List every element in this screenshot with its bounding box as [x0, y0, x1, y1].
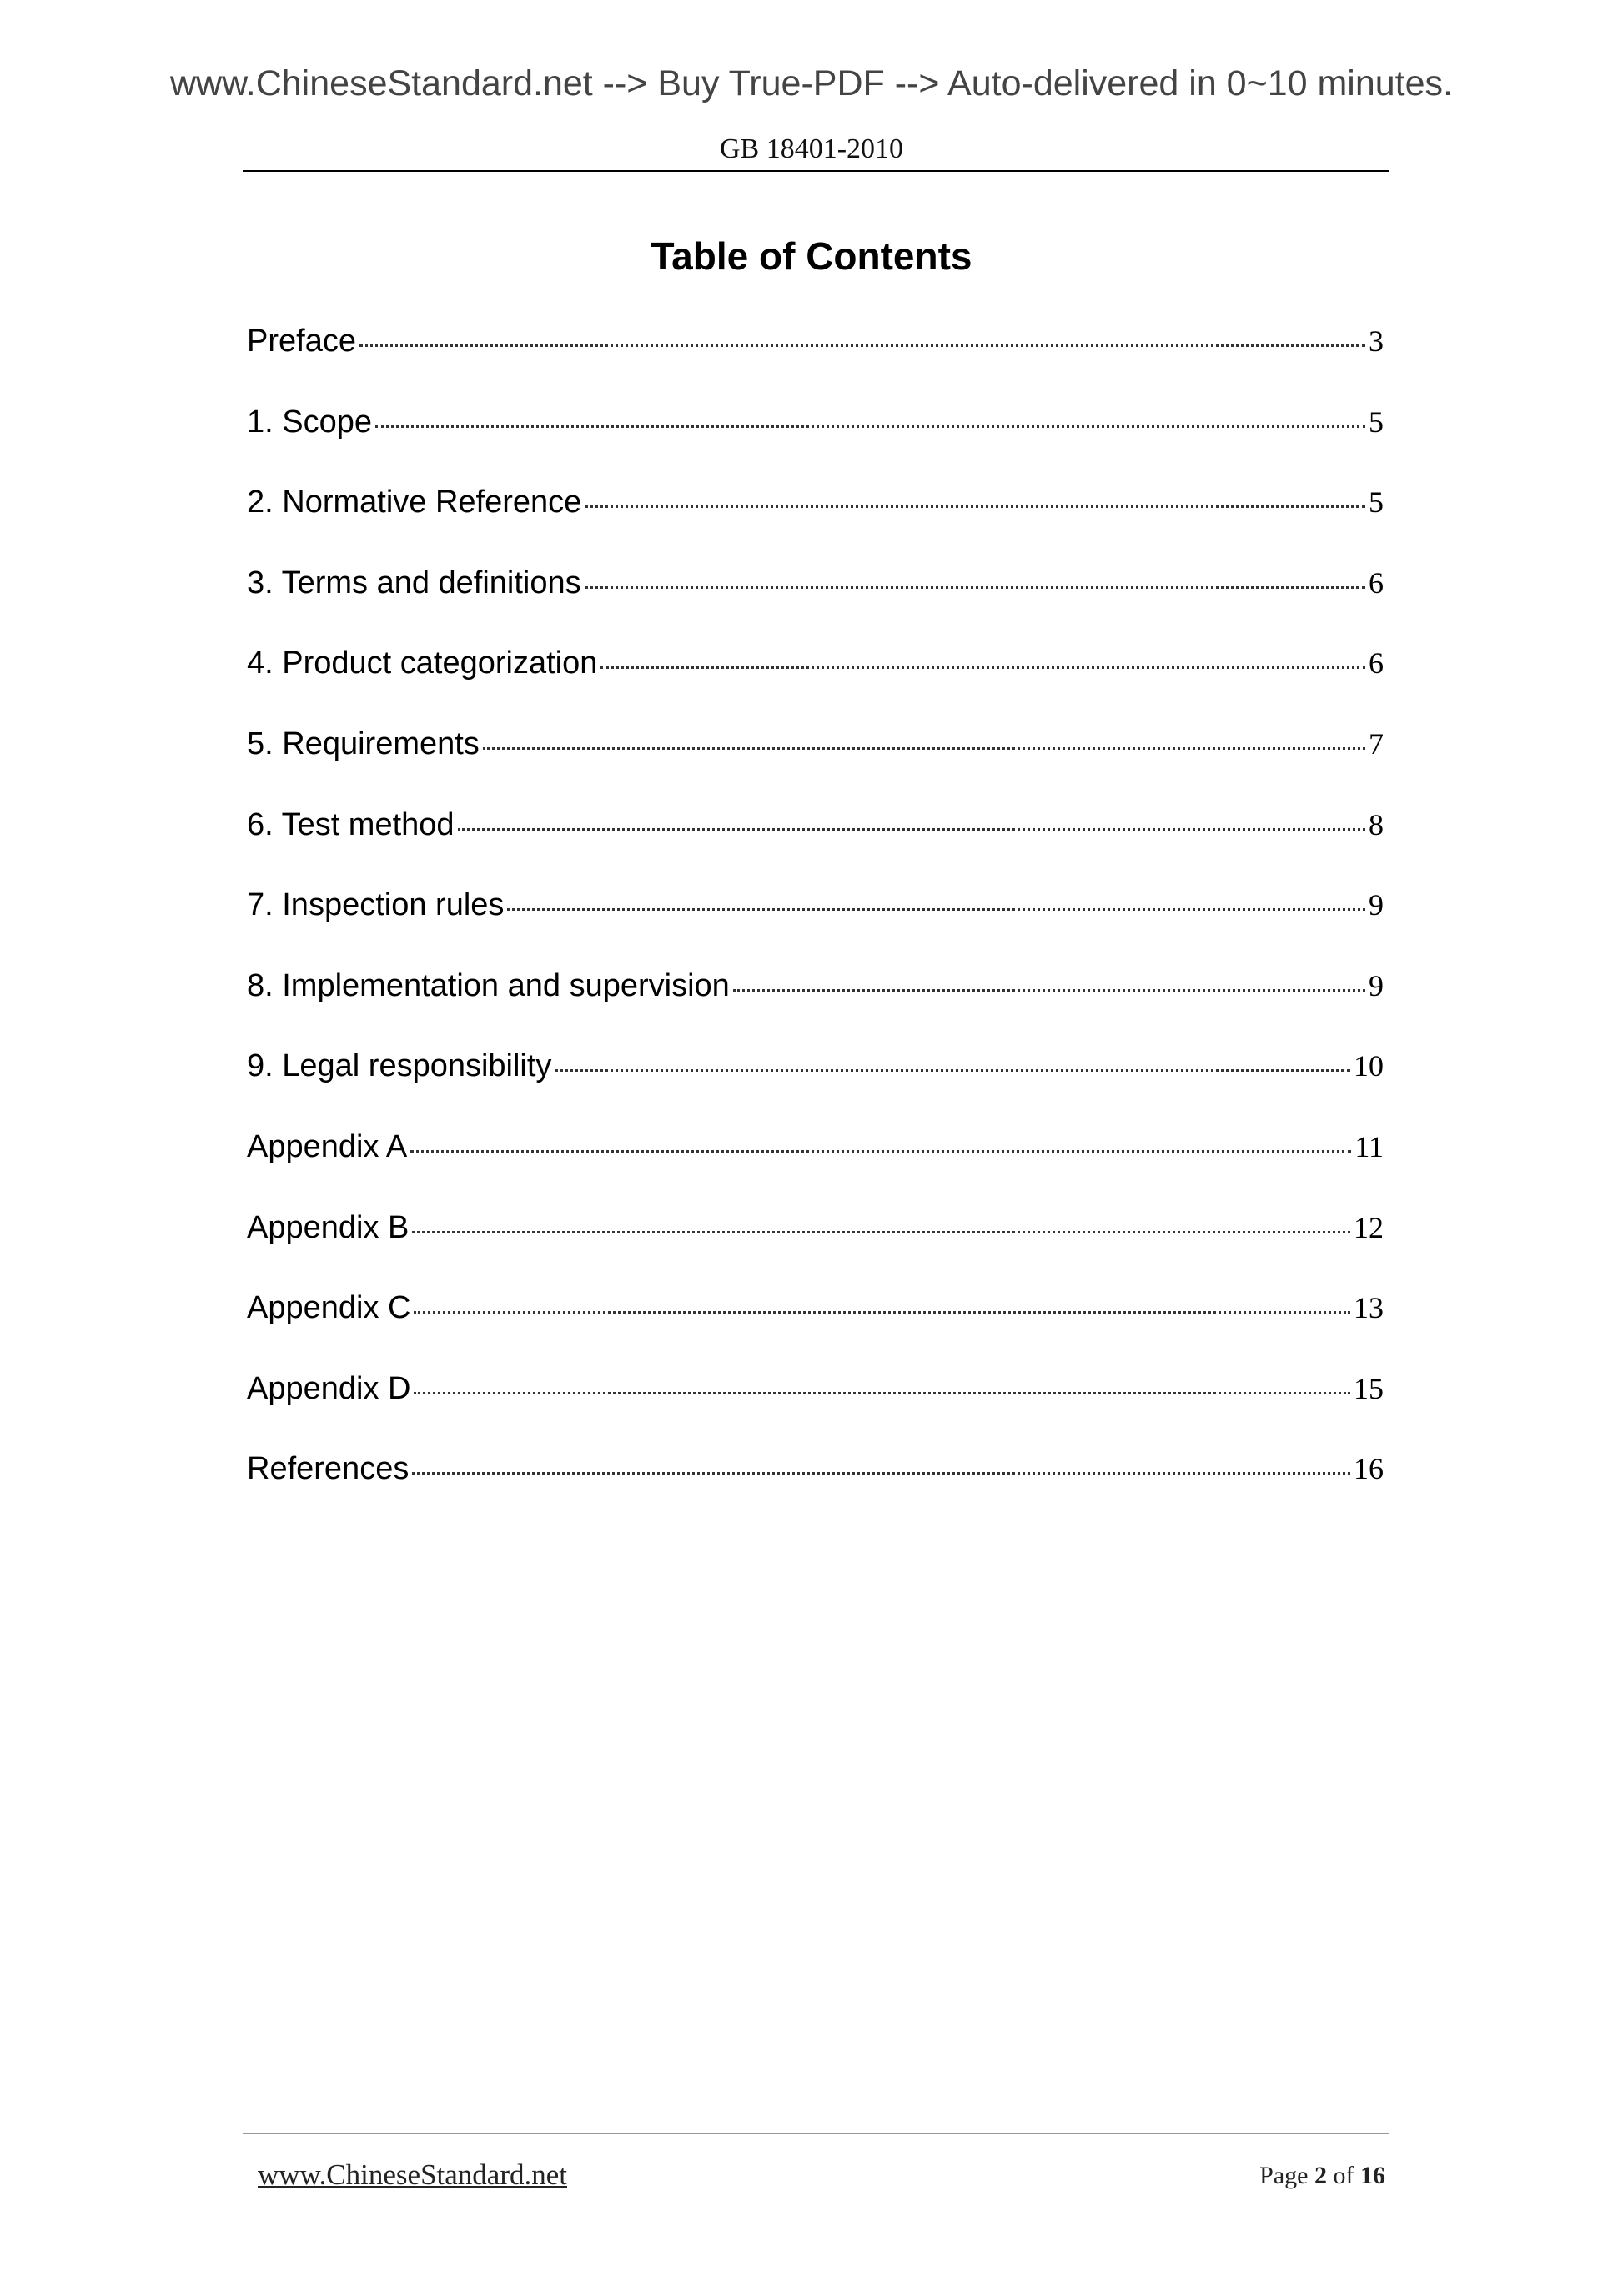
toc-entry-label: 6. Test method [247, 806, 455, 842]
toc-entry-label: 5. Requirements [247, 726, 480, 761]
toc-entry-legal-responsibility[interactable] [247, 1048, 1384, 1129]
dot-leader [412, 1231, 1350, 1233]
header-divider [243, 170, 1389, 172]
toc-entry-label: Appendix A [247, 1128, 408, 1164]
toc-entry-label: Appendix D [247, 1370, 411, 1406]
toc-entry-label: Appendix C [247, 1290, 411, 1326]
toc-entry-label: 2. Normative Reference [247, 485, 582, 520]
toc-entry-page: 12 [1354, 1210, 1384, 1244]
toc-entry-scope[interactable] [247, 404, 1384, 485]
dot-leader [414, 1311, 1350, 1314]
dot-leader [483, 747, 1365, 750]
dot-leader [410, 1150, 1351, 1153]
toc-entry-appendix-b[interactable] [247, 1210, 1384, 1291]
toc-entry-terms-and-definitions[interactable] [247, 565, 1384, 646]
dot-leader [585, 505, 1365, 508]
toc-entry-page: 10 [1354, 1049, 1384, 1083]
page-total: 16 [1360, 2162, 1385, 2189]
dot-leader [412, 1472, 1350, 1475]
dot-leader [600, 666, 1365, 669]
toc-entry-label: 7. Inspection rules [247, 887, 505, 923]
dot-leader [555, 1069, 1350, 1072]
toc-entry-preface[interactable] [247, 324, 1384, 404]
toc-entry-references[interactable] [247, 1451, 1384, 1532]
toc-entry-page: 9 [1369, 888, 1384, 922]
toc-entry-appendix-a[interactable] [247, 1129, 1384, 1210]
toc-entry-label: References [247, 1451, 410, 1487]
toc-title: Table of Contents [651, 234, 972, 278]
page-prefix: Page [1259, 2162, 1309, 2189]
toc-entry-normative-reference[interactable] [247, 485, 1384, 565]
dot-leader [585, 586, 1365, 589]
page-of: of [1333, 2162, 1354, 2189]
table-of-contents [247, 324, 1384, 1532]
toc-entry-page: 3 [1369, 324, 1384, 358]
toc-entry-page: 5 [1369, 485, 1384, 520]
toc-entry-appendix-d[interactable] [247, 1371, 1384, 1452]
toc-entry-page: 6 [1369, 646, 1384, 681]
page-current: 2 [1314, 2162, 1327, 2189]
dot-leader [414, 1392, 1350, 1394]
toc-entry-product-categorization[interactable] [247, 646, 1384, 726]
toc-entry-page: 8 [1369, 807, 1384, 842]
toc-entry-page: 7 [1369, 726, 1384, 761]
dot-leader [359, 344, 1365, 347]
document-code: GB 18401-2010 [719, 133, 904, 164]
toc-entry-page: 11 [1354, 1129, 1384, 1163]
dot-leader [733, 989, 1365, 992]
toc-entry-label: Appendix B [247, 1209, 410, 1245]
toc-entry-appendix-c[interactable] [247, 1290, 1384, 1371]
toc-entry-requirements[interactable] [247, 726, 1384, 807]
toc-entry-label: 8. Implementation and supervision [247, 967, 730, 1003]
dot-leader [458, 828, 1365, 831]
dot-leader [375, 425, 1365, 428]
page-number [1259, 2162, 1385, 2190]
toc-entry-page: 5 [1369, 404, 1384, 439]
toc-entry-label: 1. Scope [247, 404, 372, 440]
toc-entry-label: 4. Product categorization [247, 646, 598, 681]
footer-divider [243, 2133, 1389, 2134]
toc-entry-page: 16 [1354, 1452, 1384, 1486]
toc-entry-page: 9 [1369, 968, 1384, 1002]
toc-entry-page: 6 [1369, 565, 1384, 600]
toc-entry-label: 9. Legal responsibility [247, 1048, 552, 1084]
footer-site-link[interactable]: www.ChineseStandard.net [258, 2158, 567, 2191]
toc-entry-test-method[interactable] [247, 807, 1384, 888]
site-banner: www.ChineseStandard.net --> Buy True-PDF --> Auto-delivered in 0~10 minutes. [169, 63, 1453, 103]
toc-entry-inspection-rules[interactable] [247, 887, 1384, 968]
toc-entry-page: 15 [1354, 1371, 1384, 1405]
toc-entry-label: 3. Terms and definitions [247, 565, 581, 600]
dot-leader [507, 908, 1365, 911]
toc-entry-implementation-and-supervision[interactable] [247, 968, 1384, 1049]
toc-entry-page: 13 [1354, 1291, 1384, 1325]
toc-entry-label: Preface [247, 324, 356, 359]
